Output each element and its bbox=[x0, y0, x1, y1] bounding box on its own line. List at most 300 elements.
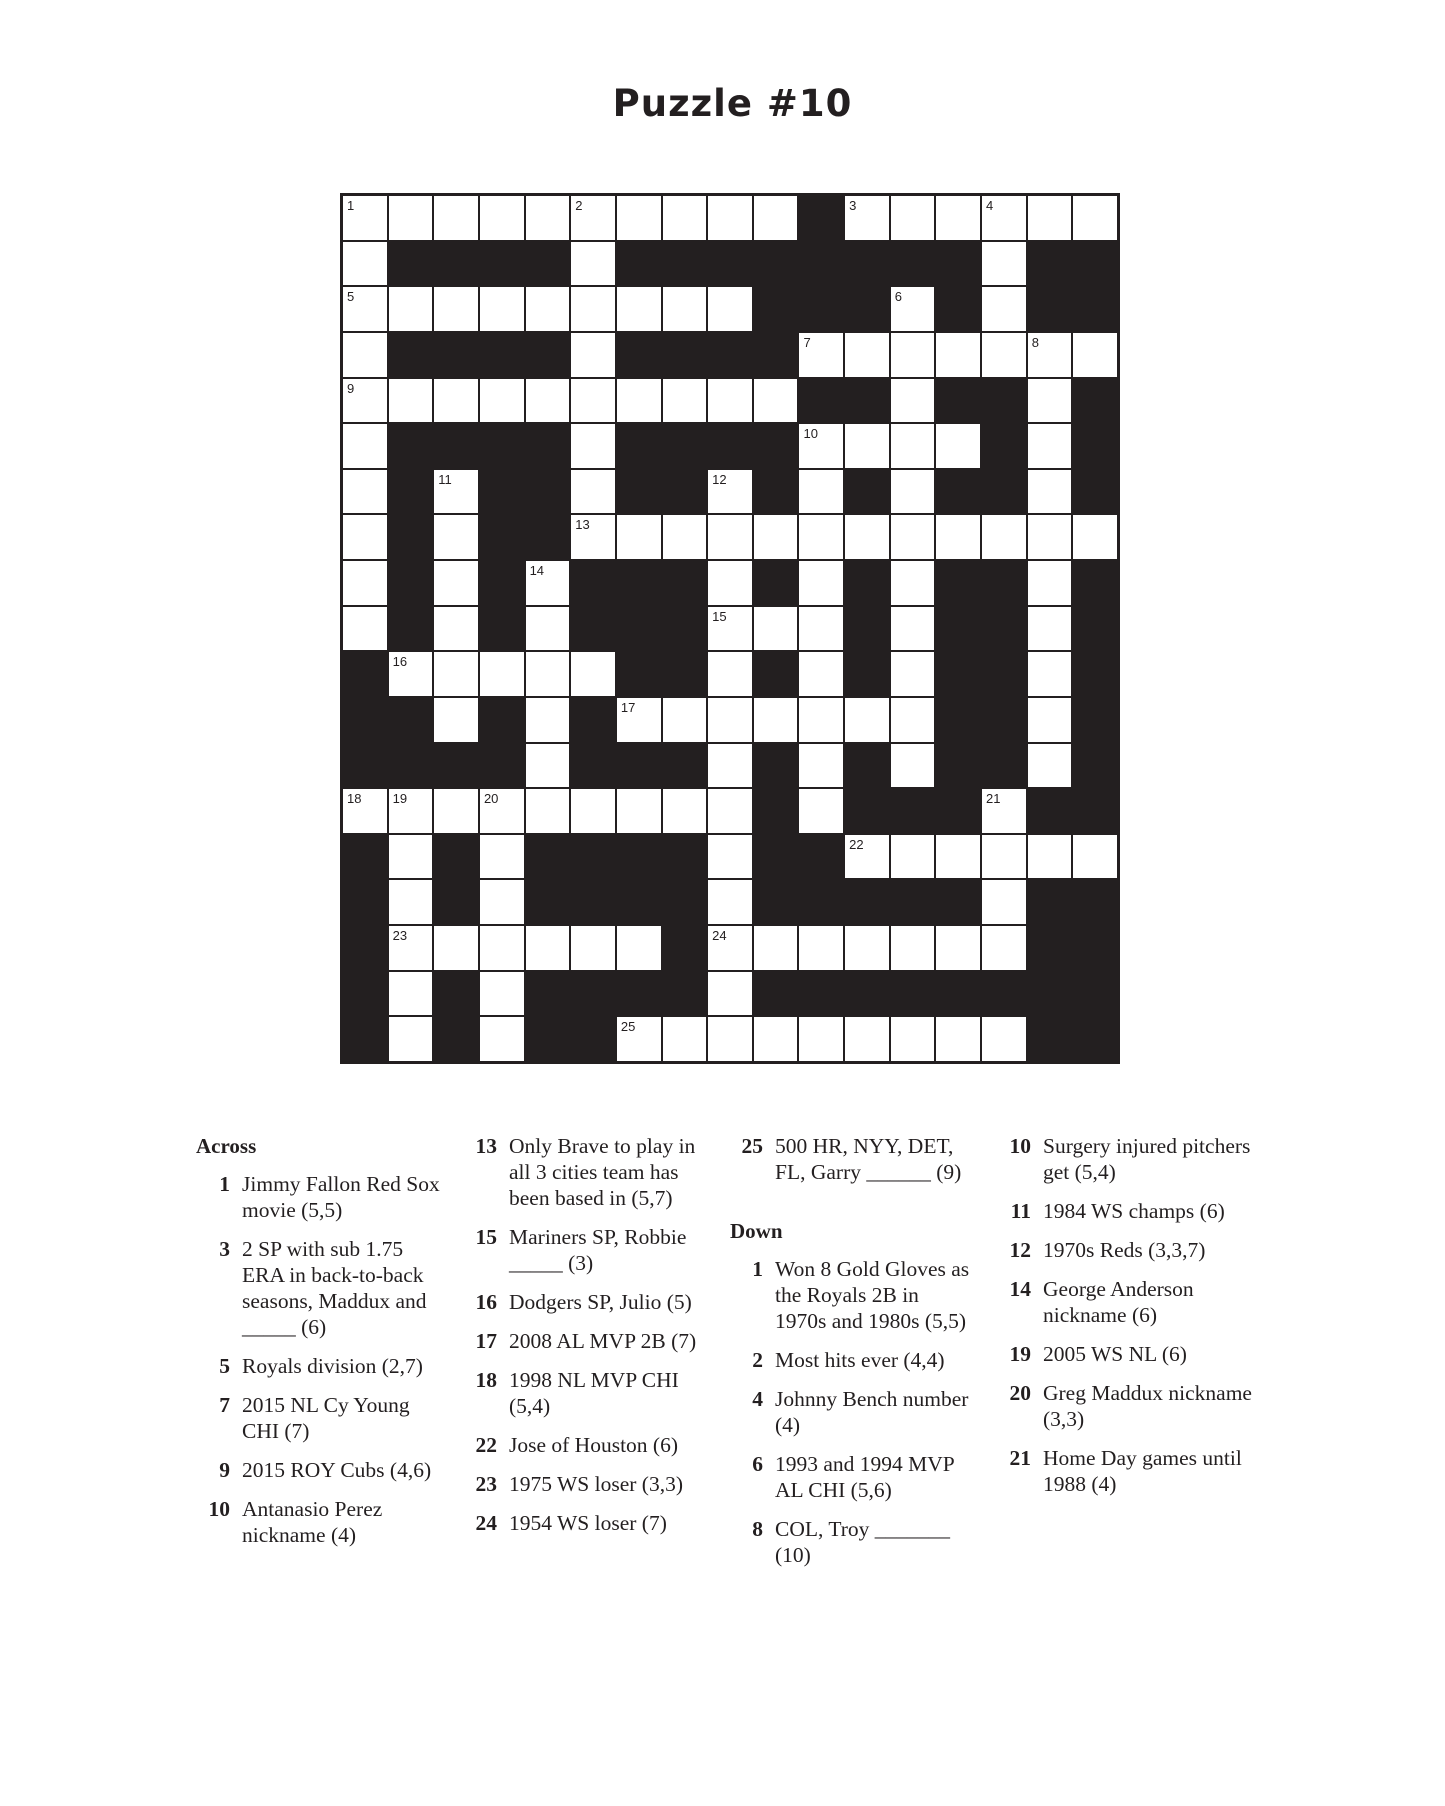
black-square bbox=[663, 424, 707, 468]
answer-cell[interactable] bbox=[845, 196, 889, 240]
black-square bbox=[1028, 972, 1072, 1016]
clue-text: 1970s Reds (3,3,7) bbox=[1043, 1238, 1206, 1262]
answer-cell[interactable] bbox=[936, 835, 980, 879]
answer-cell[interactable] bbox=[617, 789, 661, 833]
answer-cell[interactable] bbox=[343, 333, 387, 377]
clue-text: 1984 WS champs (6) bbox=[1043, 1199, 1225, 1223]
answer-cell[interactable] bbox=[982, 196, 1026, 240]
clue-number: 5 bbox=[219, 1354, 230, 1378]
answer-cell[interactable] bbox=[571, 470, 615, 514]
spacer bbox=[726, 1198, 975, 1218]
across-clue bbox=[196, 1171, 442, 1223]
answer-cell[interactable] bbox=[434, 470, 478, 514]
black-square bbox=[1028, 242, 1072, 286]
answer-cell[interactable] bbox=[526, 744, 570, 788]
clue-text: Dodgers SP, Julio (5) bbox=[509, 1290, 692, 1314]
black-square bbox=[480, 607, 524, 651]
puzzle-title: Puzzle #10 bbox=[612, 82, 853, 125]
answer-cell[interactable] bbox=[526, 926, 570, 970]
clue-text: 1993 and 1994 MVP AL CHI (5,6) bbox=[775, 1452, 954, 1502]
clue-text: 2 SP with sub 1.75 ERA in back-to-back seasons, Maddux and _____ (6) bbox=[242, 1237, 427, 1339]
clue-column-3 bbox=[726, 1133, 975, 1581]
black-square bbox=[936, 880, 980, 924]
black-square bbox=[526, 333, 570, 377]
answer-cell[interactable] bbox=[1028, 698, 1072, 742]
answer-cell[interactable] bbox=[526, 561, 570, 605]
answer-cell[interactable] bbox=[663, 379, 707, 423]
cell-number: 17 bbox=[620, 699, 636, 715]
cell-number: 23 bbox=[392, 928, 408, 944]
answer-cell[interactable] bbox=[389, 652, 433, 696]
answer-cell[interactable] bbox=[1028, 835, 1072, 879]
answer-cell[interactable] bbox=[708, 561, 752, 605]
answer-cell[interactable] bbox=[526, 698, 570, 742]
answer-cell[interactable] bbox=[1028, 379, 1072, 423]
answer-cell[interactable] bbox=[663, 698, 707, 742]
answer-cell[interactable] bbox=[845, 1017, 889, 1061]
answer-cell[interactable] bbox=[799, 652, 843, 696]
answer-cell[interactable] bbox=[571, 652, 615, 696]
answer-cell[interactable] bbox=[982, 789, 1026, 833]
clue-text: 1975 WS loser (3,3) bbox=[509, 1472, 683, 1496]
answer-cell[interactable] bbox=[891, 926, 935, 970]
black-square bbox=[936, 379, 980, 423]
answer-cell[interactable] bbox=[571, 333, 615, 377]
answer-cell[interactable] bbox=[799, 470, 843, 514]
black-square bbox=[1073, 1017, 1117, 1061]
black-square bbox=[708, 424, 752, 468]
answer-cell[interactable] bbox=[708, 607, 752, 651]
answer-cell[interactable] bbox=[799, 926, 843, 970]
clue-text: Most hits ever (4,4) bbox=[775, 1348, 945, 1372]
answer-cell[interactable] bbox=[617, 287, 661, 331]
answer-cell[interactable] bbox=[936, 515, 980, 559]
answer-cell[interactable] bbox=[708, 880, 752, 924]
answer-cell[interactable] bbox=[389, 379, 433, 423]
answer-cell[interactable] bbox=[389, 196, 433, 240]
clue-number: 4 bbox=[752, 1387, 763, 1411]
clue-text: 2015 ROY Cubs (4,6) bbox=[242, 1458, 432, 1482]
black-square bbox=[1073, 789, 1117, 833]
answer-cell[interactable] bbox=[891, 744, 935, 788]
answer-cell[interactable] bbox=[891, 287, 935, 331]
answer-cell[interactable] bbox=[1073, 196, 1117, 240]
cell-number: 14 bbox=[529, 563, 545, 579]
answer-cell[interactable] bbox=[708, 972, 752, 1016]
answer-cell[interactable] bbox=[708, 744, 752, 788]
down-clue bbox=[726, 1347, 975, 1373]
answer-cell[interactable] bbox=[1073, 515, 1117, 559]
black-square bbox=[571, 972, 615, 1016]
black-square bbox=[434, 1017, 478, 1061]
answer-cell[interactable] bbox=[845, 515, 889, 559]
answer-cell[interactable] bbox=[799, 515, 843, 559]
black-square bbox=[617, 744, 661, 788]
answer-cell[interactable] bbox=[891, 379, 935, 423]
answer-cell[interactable] bbox=[982, 835, 1026, 879]
answer-cell[interactable] bbox=[1028, 196, 1072, 240]
black-square bbox=[982, 607, 1026, 651]
black-square bbox=[343, 880, 387, 924]
across-clue bbox=[460, 1471, 709, 1497]
black-square bbox=[526, 242, 570, 286]
answer-cell[interactable] bbox=[1073, 835, 1117, 879]
clue-text: Jimmy Fallon Red Sox movie (5,5) bbox=[242, 1172, 440, 1222]
answer-cell[interactable] bbox=[389, 287, 433, 331]
answer-cell[interactable] bbox=[389, 880, 433, 924]
answer-cell[interactable] bbox=[799, 1017, 843, 1061]
answer-cell[interactable] bbox=[754, 1017, 798, 1061]
answer-cell[interactable] bbox=[754, 515, 798, 559]
answer-cell[interactable] bbox=[434, 789, 478, 833]
clue-text: Mariners SP, Robbie _____ (3) bbox=[509, 1225, 687, 1275]
answer-cell[interactable] bbox=[1073, 333, 1117, 377]
answer-cell[interactable] bbox=[754, 379, 798, 423]
answer-cell[interactable] bbox=[936, 1017, 980, 1061]
clue-text: Johnny Bench number (4) bbox=[775, 1387, 969, 1437]
clue-text: Won 8 Gold Gloves as the Royals 2B in 1970s and 1980s (5,5) bbox=[775, 1257, 970, 1333]
answer-cell[interactable] bbox=[845, 333, 889, 377]
answer-cell[interactable] bbox=[663, 789, 707, 833]
answer-cell[interactable] bbox=[1028, 333, 1072, 377]
black-square bbox=[982, 972, 1026, 1016]
answer-cell[interactable] bbox=[891, 470, 935, 514]
answer-cell[interactable] bbox=[891, 561, 935, 605]
black-square bbox=[434, 880, 478, 924]
black-square bbox=[343, 972, 387, 1016]
answer-cell[interactable] bbox=[891, 652, 935, 696]
answer-cell[interactable] bbox=[1028, 561, 1072, 605]
answer-cell[interactable] bbox=[708, 470, 752, 514]
answer-cell[interactable] bbox=[891, 333, 935, 377]
answer-cell[interactable] bbox=[389, 789, 433, 833]
black-square bbox=[663, 242, 707, 286]
answer-cell[interactable] bbox=[526, 652, 570, 696]
answer-cell[interactable] bbox=[799, 333, 843, 377]
clue-number: 15 bbox=[475, 1225, 497, 1249]
answer-cell[interactable] bbox=[480, 880, 524, 924]
answer-cell[interactable] bbox=[754, 196, 798, 240]
black-square bbox=[571, 607, 615, 651]
answer-cell[interactable] bbox=[480, 287, 524, 331]
answer-cell[interactable] bbox=[845, 926, 889, 970]
black-square bbox=[434, 424, 478, 468]
black-square bbox=[754, 652, 798, 696]
black-square bbox=[1073, 424, 1117, 468]
answer-cell[interactable] bbox=[891, 698, 935, 742]
answer-cell[interactable] bbox=[617, 926, 661, 970]
answer-cell[interactable] bbox=[434, 196, 478, 240]
answer-cell[interactable] bbox=[891, 424, 935, 468]
black-square bbox=[343, 1017, 387, 1061]
black-square bbox=[1073, 470, 1117, 514]
across-clue bbox=[460, 1432, 709, 1458]
black-square bbox=[845, 652, 889, 696]
answer-cell[interactable] bbox=[526, 789, 570, 833]
answer-cell[interactable] bbox=[1028, 424, 1072, 468]
black-square bbox=[389, 242, 433, 286]
answer-cell[interactable] bbox=[663, 515, 707, 559]
black-square bbox=[571, 880, 615, 924]
answer-cell[interactable] bbox=[571, 515, 615, 559]
black-square bbox=[754, 561, 798, 605]
answer-cell[interactable] bbox=[1028, 515, 1072, 559]
answer-cell[interactable] bbox=[343, 196, 387, 240]
answer-cell[interactable] bbox=[434, 652, 478, 696]
black-square bbox=[1028, 287, 1072, 331]
answer-cell[interactable] bbox=[799, 789, 843, 833]
black-square bbox=[617, 972, 661, 1016]
black-square bbox=[480, 515, 524, 559]
answer-cell[interactable] bbox=[343, 287, 387, 331]
answer-cell[interactable] bbox=[799, 698, 843, 742]
down-clue bbox=[994, 1276, 1253, 1328]
answer-cell[interactable] bbox=[617, 698, 661, 742]
black-square bbox=[617, 835, 661, 879]
clue-number: 20 bbox=[1009, 1381, 1031, 1405]
answer-cell[interactable] bbox=[1028, 744, 1072, 788]
clue-number: 8 bbox=[752, 1517, 763, 1541]
answer-cell[interactable] bbox=[799, 607, 843, 651]
black-square bbox=[1073, 242, 1117, 286]
black-square bbox=[480, 333, 524, 377]
black-square bbox=[982, 561, 1026, 605]
answer-cell[interactable] bbox=[617, 196, 661, 240]
black-square bbox=[663, 972, 707, 1016]
clue-number: 1 bbox=[752, 1257, 763, 1281]
black-square bbox=[1073, 744, 1117, 788]
black-square bbox=[663, 835, 707, 879]
answer-cell[interactable] bbox=[708, 379, 752, 423]
black-square bbox=[480, 242, 524, 286]
black-square bbox=[434, 835, 478, 879]
black-square bbox=[982, 379, 1026, 423]
answer-cell[interactable] bbox=[891, 515, 935, 559]
answer-cell[interactable] bbox=[480, 196, 524, 240]
answer-cell[interactable] bbox=[526, 607, 570, 651]
answer-cell[interactable] bbox=[617, 515, 661, 559]
black-square bbox=[434, 744, 478, 788]
answer-cell[interactable] bbox=[480, 972, 524, 1016]
black-square bbox=[799, 287, 843, 331]
cell-number: 19 bbox=[392, 791, 408, 807]
clue-number: 9 bbox=[219, 1458, 230, 1482]
answer-cell[interactable] bbox=[982, 1017, 1026, 1061]
black-square bbox=[617, 470, 661, 514]
answer-cell[interactable] bbox=[434, 287, 478, 331]
answer-cell[interactable] bbox=[571, 424, 615, 468]
clue-number: 7 bbox=[219, 1393, 230, 1417]
across-clue bbox=[196, 1236, 442, 1340]
answer-cell[interactable] bbox=[434, 379, 478, 423]
answer-cell[interactable] bbox=[434, 926, 478, 970]
answer-cell[interactable] bbox=[845, 698, 889, 742]
answer-cell[interactable] bbox=[708, 1017, 752, 1061]
answer-cell[interactable] bbox=[982, 515, 1026, 559]
cell-number: 2 bbox=[575, 198, 583, 213]
down-clue bbox=[726, 1451, 975, 1503]
black-square bbox=[982, 652, 1026, 696]
clue-text: Antanasio Perez nickname (4) bbox=[242, 1497, 383, 1547]
clue-number: 6 bbox=[752, 1452, 763, 1476]
answer-cell[interactable] bbox=[343, 470, 387, 514]
answer-cell[interactable] bbox=[571, 789, 615, 833]
black-square bbox=[891, 972, 935, 1016]
cell-number: 15 bbox=[712, 608, 727, 624]
black-square bbox=[526, 880, 570, 924]
black-square bbox=[480, 561, 524, 605]
answer-cell[interactable] bbox=[708, 515, 752, 559]
answer-cell[interactable] bbox=[571, 379, 615, 423]
answer-cell[interactable] bbox=[571, 242, 615, 286]
black-square bbox=[708, 333, 752, 377]
answer-cell[interactable] bbox=[343, 607, 387, 651]
answer-cell[interactable] bbox=[480, 926, 524, 970]
answer-cell[interactable] bbox=[389, 1017, 433, 1061]
answer-cell[interactable] bbox=[1028, 652, 1072, 696]
answer-cell[interactable] bbox=[754, 926, 798, 970]
answer-cell[interactable] bbox=[480, 1017, 524, 1061]
black-square bbox=[891, 789, 935, 833]
answer-cell[interactable] bbox=[571, 926, 615, 970]
answer-cell[interactable] bbox=[936, 926, 980, 970]
answer-cell[interactable] bbox=[708, 789, 752, 833]
answer-cell[interactable] bbox=[343, 515, 387, 559]
answer-cell[interactable] bbox=[434, 698, 478, 742]
answer-cell[interactable] bbox=[343, 561, 387, 605]
black-square bbox=[982, 470, 1026, 514]
answer-cell[interactable] bbox=[799, 424, 843, 468]
down-clue bbox=[726, 1516, 975, 1568]
black-square bbox=[799, 972, 843, 1016]
answer-cell[interactable] bbox=[936, 196, 980, 240]
answer-cell[interactable] bbox=[708, 835, 752, 879]
answer-cell[interactable] bbox=[663, 287, 707, 331]
answer-cell[interactable] bbox=[617, 1017, 661, 1061]
black-square bbox=[754, 880, 798, 924]
answer-cell[interactable] bbox=[434, 515, 478, 559]
answer-cell[interactable] bbox=[708, 698, 752, 742]
clue-number: 16 bbox=[475, 1290, 497, 1314]
black-square bbox=[1073, 379, 1117, 423]
answer-cell[interactable] bbox=[754, 698, 798, 742]
black-square bbox=[754, 835, 798, 879]
black-square bbox=[754, 424, 798, 468]
answer-cell[interactable] bbox=[343, 379, 387, 423]
clue-number: 12 bbox=[1009, 1238, 1031, 1262]
answer-cell[interactable] bbox=[526, 379, 570, 423]
answer-cell[interactable] bbox=[526, 287, 570, 331]
answer-cell[interactable] bbox=[480, 789, 524, 833]
black-square bbox=[845, 242, 889, 286]
down-clue bbox=[726, 1386, 975, 1438]
black-square bbox=[1073, 287, 1117, 331]
clue-text: 2015 NL Cy Young CHI (7) bbox=[242, 1393, 410, 1443]
answer-cell[interactable] bbox=[799, 561, 843, 605]
answer-cell[interactable] bbox=[982, 926, 1026, 970]
black-square bbox=[389, 561, 433, 605]
black-square bbox=[845, 379, 889, 423]
black-square bbox=[389, 515, 433, 559]
answer-cell[interactable] bbox=[389, 972, 433, 1016]
clue-text: Royals division (2,7) bbox=[242, 1354, 423, 1378]
answer-cell[interactable] bbox=[891, 1017, 935, 1061]
answer-cell[interactable] bbox=[571, 196, 615, 240]
answer-cell[interactable] bbox=[936, 424, 980, 468]
black-square bbox=[343, 744, 387, 788]
black-square bbox=[389, 470, 433, 514]
answer-cell[interactable] bbox=[526, 196, 570, 240]
answer-cell[interactable] bbox=[434, 561, 478, 605]
answer-cell[interactable] bbox=[434, 607, 478, 651]
black-square bbox=[799, 196, 843, 240]
answer-cell[interactable] bbox=[754, 607, 798, 651]
black-square bbox=[754, 789, 798, 833]
answer-cell[interactable] bbox=[891, 835, 935, 879]
clue-text: Surgery injured pitchers get (5,4) bbox=[1043, 1134, 1251, 1184]
cell-number: 16 bbox=[392, 654, 408, 670]
answer-cell[interactable] bbox=[480, 652, 524, 696]
clue-number: 11 bbox=[1010, 1199, 1031, 1223]
black-square bbox=[708, 242, 752, 286]
black-square bbox=[343, 835, 387, 879]
answer-cell[interactable] bbox=[982, 287, 1026, 331]
answer-cell[interactable] bbox=[480, 379, 524, 423]
answer-cell[interactable] bbox=[571, 287, 615, 331]
answer-cell[interactable] bbox=[663, 196, 707, 240]
answer-cell[interactable] bbox=[343, 789, 387, 833]
clue-number: 18 bbox=[475, 1368, 497, 1392]
answer-cell[interactable] bbox=[845, 424, 889, 468]
answer-cell[interactable] bbox=[891, 196, 935, 240]
clue-number: 10 bbox=[208, 1497, 230, 1521]
answer-cell[interactable] bbox=[891, 607, 935, 651]
answer-cell[interactable] bbox=[1028, 607, 1072, 651]
black-square bbox=[1073, 561, 1117, 605]
black-square bbox=[617, 880, 661, 924]
answer-cell[interactable] bbox=[982, 880, 1026, 924]
black-square bbox=[1073, 607, 1117, 651]
black-square bbox=[480, 470, 524, 514]
answer-cell[interactable] bbox=[708, 196, 752, 240]
answer-cell[interactable] bbox=[343, 242, 387, 286]
across-clue bbox=[460, 1510, 709, 1536]
clue-text: 500 HR, NYY, DET, FL, Garry ______ (9) bbox=[775, 1134, 962, 1184]
answer-cell[interactable] bbox=[480, 835, 524, 879]
down-clue bbox=[994, 1445, 1253, 1497]
black-square bbox=[845, 561, 889, 605]
answer-cell[interactable] bbox=[663, 1017, 707, 1061]
answer-cell[interactable] bbox=[1028, 470, 1072, 514]
answer-cell[interactable] bbox=[708, 287, 752, 331]
answer-cell[interactable] bbox=[708, 652, 752, 696]
black-square bbox=[1028, 789, 1072, 833]
answer-cell[interactable] bbox=[936, 333, 980, 377]
answer-cell[interactable] bbox=[343, 424, 387, 468]
clue-text: Jose of Houston (6) bbox=[509, 1433, 678, 1457]
clue-text: 1998 NL MVP CHI (5,4) bbox=[509, 1368, 679, 1418]
answer-cell[interactable] bbox=[389, 926, 433, 970]
answer-cell[interactable] bbox=[617, 379, 661, 423]
answer-cell[interactable] bbox=[799, 744, 843, 788]
black-square bbox=[526, 470, 570, 514]
answer-cell[interactable] bbox=[389, 835, 433, 879]
black-square bbox=[617, 607, 661, 651]
answer-cell[interactable] bbox=[708, 926, 752, 970]
answer-cell[interactable] bbox=[845, 835, 889, 879]
answer-cell[interactable] bbox=[982, 242, 1026, 286]
answer-cell[interactable] bbox=[982, 333, 1026, 377]
